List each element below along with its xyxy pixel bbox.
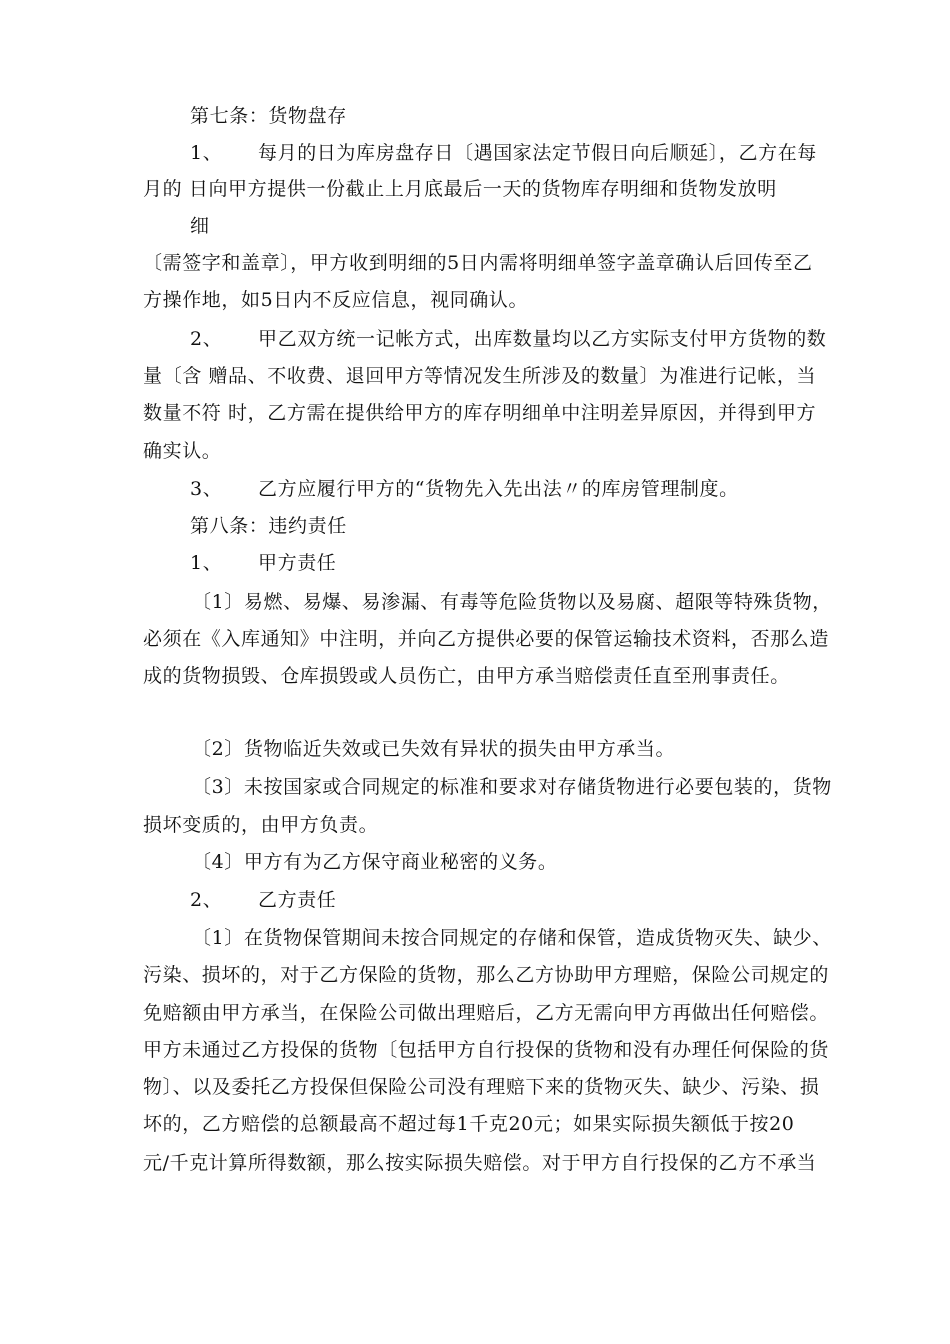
party-b-p1-line2: 污染、损坏的，对于乙方保险的货物，那么乙方协助甲方理赔，保险公司规定的 bbox=[143, 964, 830, 986]
article7-item2-line4: 确实认。 bbox=[143, 440, 222, 462]
article7-item3-number: 3、 bbox=[190, 478, 223, 500]
party-a-p1-line3: 成的货物损毁、仓库损毁或人员伤亡，由甲方承当赔偿责任直至刑事责任。 bbox=[143, 665, 790, 687]
party-a-p1-line2: 必须在《入库通知》中注明，并向乙方提供必要的保管运输技术资料，否那么造 bbox=[143, 628, 830, 650]
party-b-p1-line1: 〔1〕在货物保管期间未按合同规定的存储和保管，造成货物灭失、缺少、 bbox=[192, 927, 832, 949]
article7-item3-line1: 乙方应履行甲方的“货物先入先出法〃的库房管理制度。 bbox=[258, 478, 739, 500]
party-b-p1-line6: 坏的，乙方赔偿的总额最高不超过每1千克20元；如果实际损失额低于按20 bbox=[143, 1113, 795, 1135]
article7-item1-line5: 方操作地，如5日内不反应信息，视同确认。 bbox=[143, 289, 529, 311]
party-a-p1-line1: 〔1〕易燃、易爆、易渗漏、有毒等危险货物以及易腐、超限等特殊货物， bbox=[192, 591, 832, 613]
article7-item1-line4: 〔需签字和盖章〕，甲方收到明细的5日内需将明细单签字盖章确认后回传至乙 bbox=[143, 252, 813, 274]
party-b-p1-line5: 物〕、以及委托乙方投保但保险公司没有理赔下来的货物灭失、缺少、污染、损 bbox=[143, 1076, 820, 1098]
party-b-p1-line3: 免赔额由甲方承当，在保险公司做出理赔后，乙方无需向甲方再做出任何赔偿。 bbox=[143, 1002, 830, 1024]
party-a-number: 1、 bbox=[190, 552, 223, 574]
article7-item1-number: 1、 bbox=[190, 142, 223, 164]
party-a-title: 甲方责任 bbox=[258, 552, 337, 574]
party-b-p1-line7: 元/千克计算所得数额，那么按实际损失赔偿。对于甲方自行投保的乙方不承当 bbox=[143, 1152, 817, 1174]
article7-item2-line2: 量〔含 赠品、不收费、退回甲方等情况发生所涉及的数量〕为准进行记帐，当 bbox=[143, 365, 817, 387]
article7-heading: 第七条：货物盘存 bbox=[190, 105, 347, 127]
article7-item1-line2: 月的 日向甲方提供一份截止上月底最后一天的货物库存明细和货物发放明 bbox=[143, 178, 777, 200]
article7-item2-line3: 数量不符 时，乙方需在提供给甲方的库存明细单中注明差异原因，并得到甲方 bbox=[143, 402, 817, 424]
article7-item2-line1: 甲乙双方统一记帐方式，出库数量均以乙方实际支付甲方货物的数 bbox=[258, 328, 827, 350]
article7-item2-number: 2、 bbox=[190, 328, 223, 350]
article8-heading: 第八条：违约责任 bbox=[190, 515, 347, 537]
party-a-p2-line1: 〔2〕货物临近失效或已失效有异状的损失由甲方承当。 bbox=[192, 738, 676, 760]
article7-item1-line3: 细 bbox=[190, 215, 210, 237]
party-b-number: 2、 bbox=[190, 889, 223, 911]
party-a-p3-line2: 损坏变质的，由甲方负责。 bbox=[143, 814, 379, 836]
party-b-title: 乙方责任 bbox=[258, 889, 337, 911]
party-b-p1-line4: 甲方未通过乙方投保的货物〔包括甲方自行投保的货物和没有办理任何保险的货 bbox=[143, 1039, 830, 1061]
party-a-p3-line1: 〔3〕未按国家或合同规定的标准和要求对存储货物进行必要包装的，货物 bbox=[192, 776, 832, 798]
article7-item1-line1: 每月的日为库房盘存日〔遇国家法定节假日向后顺延〕，乙方在每 bbox=[258, 142, 817, 164]
party-a-p4-line1: 〔4〕甲方有为乙方保守商业秘密的义务。 bbox=[192, 851, 558, 873]
